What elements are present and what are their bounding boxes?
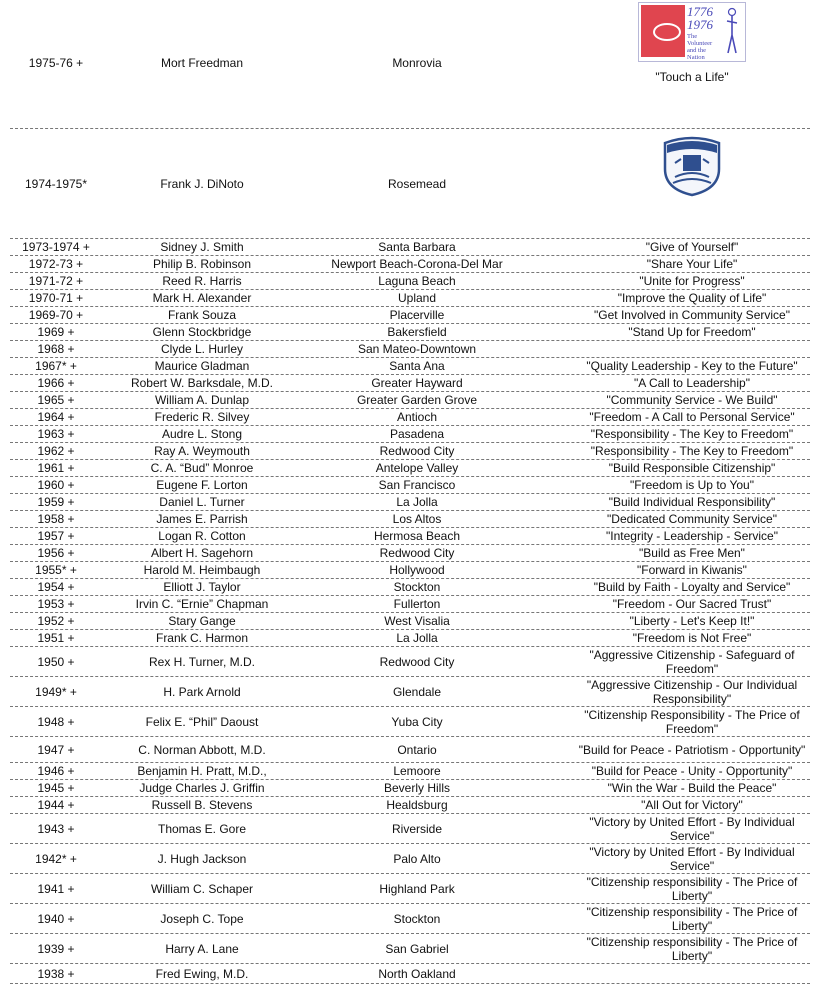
row-year: 1954 +	[37, 580, 75, 594]
row-year: 1956 +	[37, 546, 75, 560]
row-year: 1971-72 +	[28, 274, 84, 288]
row-year: 1941 +	[37, 881, 75, 896]
row-year: 1974-1975*	[24, 176, 88, 191]
row-theme: "Freedom - Our Sacred Trust"	[612, 597, 772, 611]
row-name: Eugene F. Lorton	[156, 478, 248, 492]
table-row	[10, 707, 810, 737]
table-row	[10, 494, 810, 511]
row-theme: "Freedom - A Call to Personal Service"	[589, 410, 795, 424]
row-club: Redwood City	[379, 546, 455, 560]
row-theme: "Share Your Life"	[646, 257, 738, 271]
row-theme: "Freedom is Not Free"	[632, 631, 752, 645]
row-club: Stockton	[393, 911, 441, 926]
row-club: Riverside	[391, 821, 442, 836]
table-row	[10, 0, 810, 129]
table-row	[10, 239, 810, 256]
row-club: San Gabriel	[385, 941, 449, 956]
table-row	[10, 426, 810, 443]
row-club: Bakersfield	[387, 325, 447, 339]
table-row	[10, 129, 810, 239]
row-theme: "Win the War - Build the Peace"	[607, 781, 777, 795]
row-name: William A. Dunlap	[154, 393, 250, 407]
row-theme: "Aggressive Citizenship - Our Individual Responsibility"	[586, 677, 798, 706]
row-year: 1949* +	[35, 684, 77, 699]
row-theme: "Forward in Kiwanis"	[637, 563, 747, 577]
row-name: C. Norman Abbott, M.D.	[138, 742, 266, 757]
row-year: 1943 +	[37, 821, 75, 836]
row-club: Placerville	[389, 308, 445, 322]
row-theme: "Citizenship responsibility - The Price of Liberty"	[586, 904, 798, 933]
table-row	[10, 964, 810, 984]
row-year: 1955* +	[35, 563, 77, 577]
row-name: Mort Freedman	[160, 56, 244, 70]
row-name: Benjamin H. Pratt, M.D.,	[137, 764, 267, 778]
row-club: San Francisco	[378, 478, 456, 492]
row-year: 1942* +	[35, 851, 77, 866]
table-row	[10, 392, 810, 409]
row-club: Upland	[397, 291, 437, 305]
table-row	[10, 545, 810, 562]
row-club: Santa Barbara	[378, 240, 456, 254]
row-year: 1963 +	[37, 427, 75, 441]
row-club: La Jolla	[396, 631, 438, 645]
row-name: Stary Gange	[168, 614, 236, 628]
table-row	[10, 443, 810, 460]
row-theme: "Responsibility - The Key to Freedom"	[590, 427, 794, 441]
table-row	[10, 477, 810, 494]
row-name: Sidney J. Smith	[160, 240, 244, 254]
row-club: Pasadena	[389, 427, 445, 441]
row-club: Hollywood	[389, 563, 445, 577]
table-row	[10, 460, 810, 477]
row-year: 1973-1974 +	[22, 240, 90, 254]
table-row	[10, 511, 810, 528]
row-year: 1952 +	[37, 614, 75, 628]
row-year: 1944 +	[37, 798, 75, 812]
row-name: Frank J. DiNoto	[160, 176, 244, 191]
row-club: Beverly Hills	[383, 781, 450, 795]
row-theme: "Build as Free Men"	[639, 546, 745, 560]
row-theme: "Liberty - Let's Keep It!"	[629, 614, 755, 628]
row-name: William C. Schaper	[150, 881, 254, 896]
table-row	[10, 596, 810, 613]
row-club: Newport Beach-Corona-Del Mar	[331, 257, 503, 271]
table-row	[10, 341, 810, 358]
row-theme: "Citizenship responsibility - The Price of Liberty"	[586, 934, 798, 963]
row-name: Maurice Gladman	[154, 359, 250, 373]
row-theme	[572, 129, 812, 238]
row-club: Redwood City	[379, 654, 455, 669]
table-row	[10, 562, 810, 579]
row-club: Santa Ana	[389, 359, 445, 373]
row-year: 1945 +	[37, 781, 75, 795]
row-name: Judge Charles J. Griffin	[139, 781, 265, 795]
row-year: 1959 +	[37, 495, 75, 509]
row-club: Antioch	[396, 410, 438, 424]
row-theme: "Aggressive Citizenship - Safeguard of Freedom"	[589, 647, 795, 676]
row-club: Rosemead	[387, 176, 447, 191]
row-name: Thomas E. Gore	[157, 821, 247, 836]
table-row	[10, 579, 810, 596]
row-club: Ontario	[397, 742, 437, 757]
row-name: C. A. “Bud” Monroe	[150, 461, 254, 475]
row-club: Glendale	[392, 684, 442, 699]
row-club: Yuba City	[391, 714, 443, 729]
table-row	[10, 904, 810, 934]
row-name: Mark H. Alexander	[152, 291, 252, 305]
row-name: Audre L. Stong	[161, 427, 243, 441]
row-year: 1969 +	[37, 325, 75, 339]
row-theme: "Build Individual Responsibility"	[608, 495, 776, 509]
row-year: 1975-76 +	[28, 56, 84, 70]
row-name: Glenn Stockbridge	[152, 325, 252, 339]
table-row	[10, 307, 810, 324]
row-club: Fullerton	[393, 597, 441, 611]
row-club: Greater Garden Grove	[356, 393, 478, 407]
row-theme: "A Call to Leadership"	[634, 376, 750, 390]
row-theme	[572, 0, 812, 128]
table-row	[10, 874, 810, 904]
row-club: Laguna Beach	[378, 274, 456, 288]
row-theme	[572, 341, 812, 357]
row-name: H. Park Arnold	[163, 684, 241, 699]
row-club: Redwood City	[379, 444, 455, 458]
row-theme: "Victory by United Effort - By Individual Service"	[589, 814, 795, 843]
row-theme: "Build for Peace - Patriotism - Opportunity"	[578, 742, 806, 757]
bicentennial-emblem-icon: 1776 1976 The Volunteer and the Nation	[638, 2, 746, 62]
row-year: 1953 +	[37, 597, 75, 611]
row-year: 1951 +	[37, 631, 75, 645]
row-year: 1969-70 +	[28, 308, 84, 322]
row-name: Frank C. Harmon	[155, 631, 249, 645]
row-club: San Mateo-Downtown	[357, 342, 477, 356]
row-year: 1961 +	[37, 461, 75, 475]
table-row	[10, 630, 810, 647]
row-club: La Jolla	[396, 495, 438, 509]
table-row	[10, 737, 810, 763]
row-name: Harry A. Lane	[165, 941, 239, 956]
row-year: 1965 +	[37, 393, 75, 407]
row-theme: "Citizenship Responsibility - The Price of Freedom"	[584, 707, 800, 736]
table-row	[10, 613, 810, 630]
table-row	[10, 780, 810, 797]
table-row	[10, 273, 810, 290]
row-name: Russell B. Stevens	[151, 798, 253, 812]
row-name: Daniel L. Turner	[159, 495, 245, 509]
row-club: Greater Hayward	[371, 376, 463, 390]
row-theme: "Integrity - Leadership - Service"	[606, 529, 778, 543]
row-name: Clyde L. Hurley	[160, 342, 244, 356]
row-theme: "Community Service - We Build"	[606, 393, 778, 407]
rosemead-seal-icon	[661, 133, 723, 197]
row-theme: "Citizenship responsibility - The Price of Liberty"	[586, 874, 798, 903]
row-theme: "Build by Faith - Loyalty and Service"	[593, 580, 791, 594]
row-name: Fred Ewing, M.D.	[155, 966, 249, 981]
row-theme	[572, 964, 812, 983]
row-name: Harold M. Heimbaugh	[143, 563, 261, 577]
row-name: Rex H. Turner, M.D.	[148, 654, 256, 669]
row-theme: "Responsibility - The Key to Freedom"	[590, 444, 794, 458]
row-year: 1939 +	[37, 941, 75, 956]
row-club: West Visalia	[384, 614, 450, 628]
row-year: 1950 +	[37, 654, 75, 669]
row-name: Irvin C. “Ernie” Chapman	[135, 597, 269, 611]
row-theme: "All Out for Victory"	[641, 798, 743, 812]
row-name: Albert H. Sagehorn	[150, 546, 254, 560]
row-name: Frederic R. Silvey	[154, 410, 250, 424]
table-row	[10, 844, 810, 874]
row-club: Stockton	[393, 580, 441, 594]
row-year: 1958 +	[37, 512, 75, 526]
table-row	[10, 256, 810, 273]
theme-text: "Touch a Life"	[655, 70, 729, 84]
row-theme: "Dedicated Community Service"	[607, 512, 777, 526]
row-club: Antelope Valley	[375, 461, 459, 475]
row-name: Reed R. Harris	[162, 274, 242, 288]
table-row	[10, 797, 810, 814]
table-row	[10, 375, 810, 392]
row-theme: "Unite for Progress"	[639, 274, 745, 288]
row-club: Highland Park	[379, 881, 455, 896]
row-theme: "Give of Yourself"	[645, 240, 739, 254]
row-club: Palo Alto	[393, 851, 441, 866]
row-year: 1948 +	[37, 714, 75, 729]
row-year: 1967* +	[35, 359, 77, 373]
row-year: 1940 +	[37, 911, 75, 926]
row-year: 1962 +	[37, 444, 75, 458]
row-year: 1966 +	[37, 376, 75, 390]
row-year: 1946 +	[37, 764, 75, 778]
row-name: Logan R. Cotton	[158, 529, 246, 543]
row-club: Healdsburg	[386, 798, 448, 812]
row-theme: "Get Involved in Community Service"	[594, 308, 790, 322]
row-name: Frank Souza	[167, 308, 237, 322]
table-row	[10, 290, 810, 307]
row-club: Monrovia	[392, 56, 442, 70]
row-name: Ray A. Weymouth	[154, 444, 250, 458]
row-club: Los Altos	[392, 512, 442, 526]
table-row	[10, 528, 810, 545]
row-year: 1960 +	[37, 478, 75, 492]
row-theme: "Freedom is Up to You"	[630, 478, 754, 492]
row-theme: "Stand Up for Freedom"	[628, 325, 756, 339]
row-theme: "Victory by United Effort - By Individual Service"	[589, 844, 795, 873]
row-year: 1938 +	[37, 966, 75, 981]
row-name: Felix E. “Phil” Daoust	[145, 714, 259, 729]
row-name: Elliott J. Taylor	[163, 580, 241, 594]
row-theme: "Build for Peace - Unity - Opportunity"	[591, 764, 793, 778]
table-row	[10, 814, 810, 844]
row-club: North Oakland	[378, 966, 456, 981]
row-theme: "Quality Leadership - Key to the Future"	[586, 359, 798, 373]
row-name: J. Hugh Jackson	[157, 851, 247, 866]
row-year: 1957 +	[37, 529, 75, 543]
row-year: 1964 +	[37, 410, 75, 424]
table-row	[10, 677, 810, 707]
row-year: 1972-73 +	[28, 257, 84, 271]
table-row	[10, 934, 810, 964]
row-club: Hermosa Beach	[373, 529, 461, 543]
row-name: James E. Parrish	[156, 512, 248, 526]
table-row	[10, 647, 810, 677]
row-theme: "Improve the Quality of Life"	[617, 291, 767, 305]
row-name: Philip B. Robinson	[152, 257, 252, 271]
row-club: Lemoore	[393, 764, 441, 778]
table-row	[10, 358, 810, 375]
row-year: 1970-71 +	[28, 291, 84, 305]
row-name: Joseph C. Tope	[160, 911, 244, 926]
row-year: 1947 +	[37, 742, 75, 757]
row-theme: "Build Responsible Citizenship"	[608, 461, 776, 475]
table-row	[10, 409, 810, 426]
table-row	[10, 763, 810, 780]
row-name: Robert W. Barksdale, M.D.	[130, 376, 274, 390]
row-year: 1968 +	[37, 342, 75, 356]
table-row	[10, 324, 810, 341]
